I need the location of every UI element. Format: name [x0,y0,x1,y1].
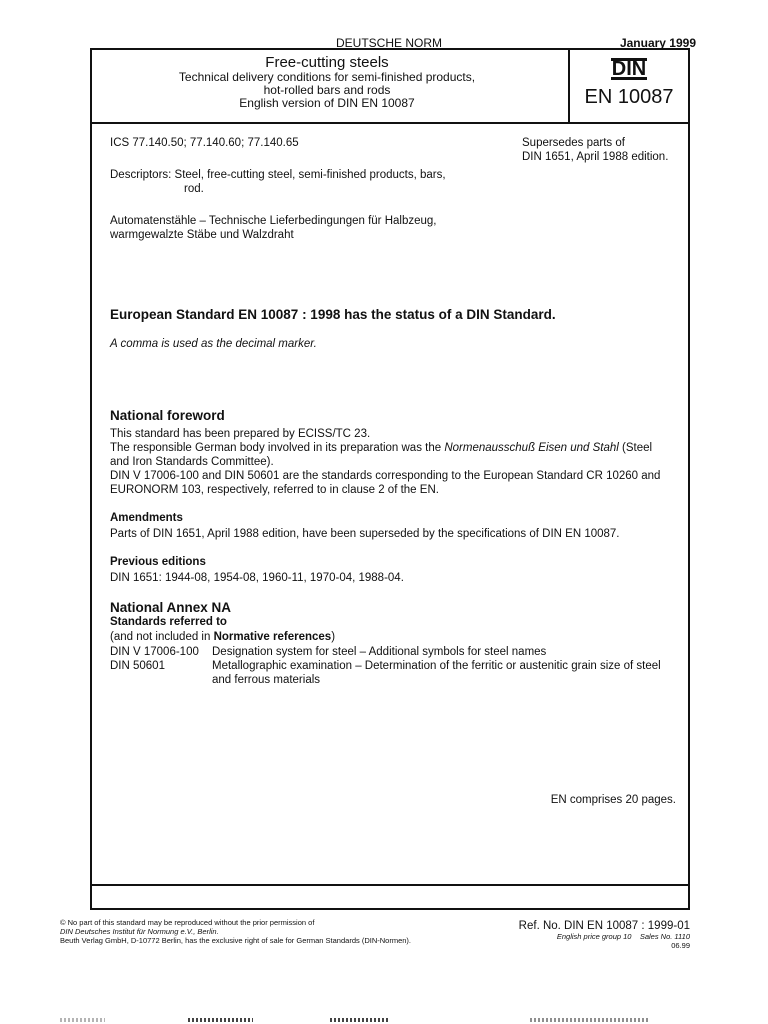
ics-codes: ICS 77.140.50; 77.140.60; 77.140.65 [110,137,299,149]
title-line-1: Technical delivery conditions for semi-finished products, [178,70,476,84]
publication-date: January 1999 [619,36,696,50]
reference-info [519,920,690,950]
title-line-3: English version of DIN EN 10087 [239,96,415,110]
standards-referred-heading: Standards referred to [110,616,227,628]
descriptors-line-2: rod. [184,183,204,195]
annex-note [110,630,335,644]
previous-editions-heading: Previous editions [110,556,206,568]
foreword-p2-end: (Steel [618,442,653,454]
amendments-text: Parts of DIN 1651, April 1988 edition, have been superseded by the specifications of DIN EN 10087. [110,528,620,540]
copyright-line-3: Beuth Verlag GmbH, D-10772 Berlin, has the exclusive right of sale for German Standards (DIN-Normen). [60,936,411,945]
title-text [92,54,562,110]
annex-note-text: (and not included in [110,631,214,643]
annex-note-close: ) [331,631,336,643]
title-line-2: hot-rolled bars and rods [263,83,391,97]
copyright-line-1: © No part of this standard may be reproduced without the prior permission of [60,918,315,927]
footer-divider [92,884,688,886]
reference-number: Ref. No. DIN EN 10087 : 1999-01 [518,920,690,932]
descriptors-line-1: Descriptors: Steel, free-cutting steel, semi-finished products, bars, [110,169,446,181]
decimal-note: A comma is used as the decimal marker. [110,338,317,350]
german-title-line-2: warmgewalzte Stäbe und Walzdraht [110,229,294,241]
title-block [92,50,688,124]
scan-artifact [530,1018,650,1022]
german-title [110,214,437,242]
national-foreword-heading: National foreword [110,408,225,423]
norm-label: DEUTSCHE NORM [336,36,443,50]
supersedes-line-1: Supersedes parts of [522,137,625,149]
date-code: 06.99 [671,941,690,950]
committee-name: Normenausschuß Eisen und Stahl [444,442,619,454]
reference-description-line-2: and ferrous materials [212,674,321,686]
scan-artifact [60,1018,105,1022]
status-heading: European Standard EN 10087 : 1998 has the status of a DIN Standard. [110,307,556,322]
reference-code: DIN V 17006-100 [110,646,199,658]
price-group: English price group 10 [556,932,632,941]
normative-references-label: Normative references [213,631,332,643]
document-frame [90,48,690,910]
descriptors [110,168,446,196]
page-count-note: EN comprises 20 pages. [550,794,676,806]
copyright-notice [60,918,480,945]
din-logo: DIN [611,58,647,80]
reference-description-line: Designation system for steel – Additional symbols for steel names [212,646,547,658]
supersedes-line-2: DIN 1651, April 1988 edition. [522,151,669,163]
reference-description [212,645,680,659]
document-title: Free-cutting steels [265,54,389,71]
standard-number: EN 10087 [584,86,674,108]
amendments-heading: Amendments [110,512,183,524]
foreword-paragraph-3-line-1: DIN V 17006-100 and DIN 50601 are the standards corresponding to the European Standard CR 10260 and [110,470,661,482]
reference-description-line: Metallographic examination – Determination of the ferritic or austenitic grain size of steel [212,660,661,672]
foreword-paragraph-1: This standard has been prepared by ECISS/TC 23. [110,428,371,440]
german-title-line-1: Automatenstähle – Technische Lieferbedingungen für Halbzeug, [110,215,437,227]
scan-artifact [330,1018,390,1022]
reference-row [110,659,680,687]
copyright-line-2: DIN Deutsches Institut für Normung e.V., Berlin. [60,927,219,936]
foreword-p2-text: The responsible German body involved in its preparation was the [110,442,445,454]
reference-description [212,659,680,687]
foreword-paragraph-3-line-2: EURONORM 103, respectively, referred to in clause 2 of the EN. [110,484,439,496]
reference-list [110,645,680,687]
foreword-paragraph-2 [110,441,680,455]
previous-editions-text: DIN 1651: 1944-08, 1954-08, 1960-11, 1970-04, 1988-04. [110,572,404,584]
scan-artifact [188,1018,253,1022]
sales-number: Sales No. 1110 [639,932,690,941]
national-foreword-body [110,427,680,497]
foreword-paragraph-2-line-2: and Iron Standards Committee). [110,456,274,468]
national-annex-heading: National Annex NA [110,600,232,615]
pricing-line [519,932,690,941]
din-box [568,50,688,122]
supersedes-note [522,136,668,164]
reference-row [110,645,680,659]
reference-code: DIN 50601 [110,660,165,672]
